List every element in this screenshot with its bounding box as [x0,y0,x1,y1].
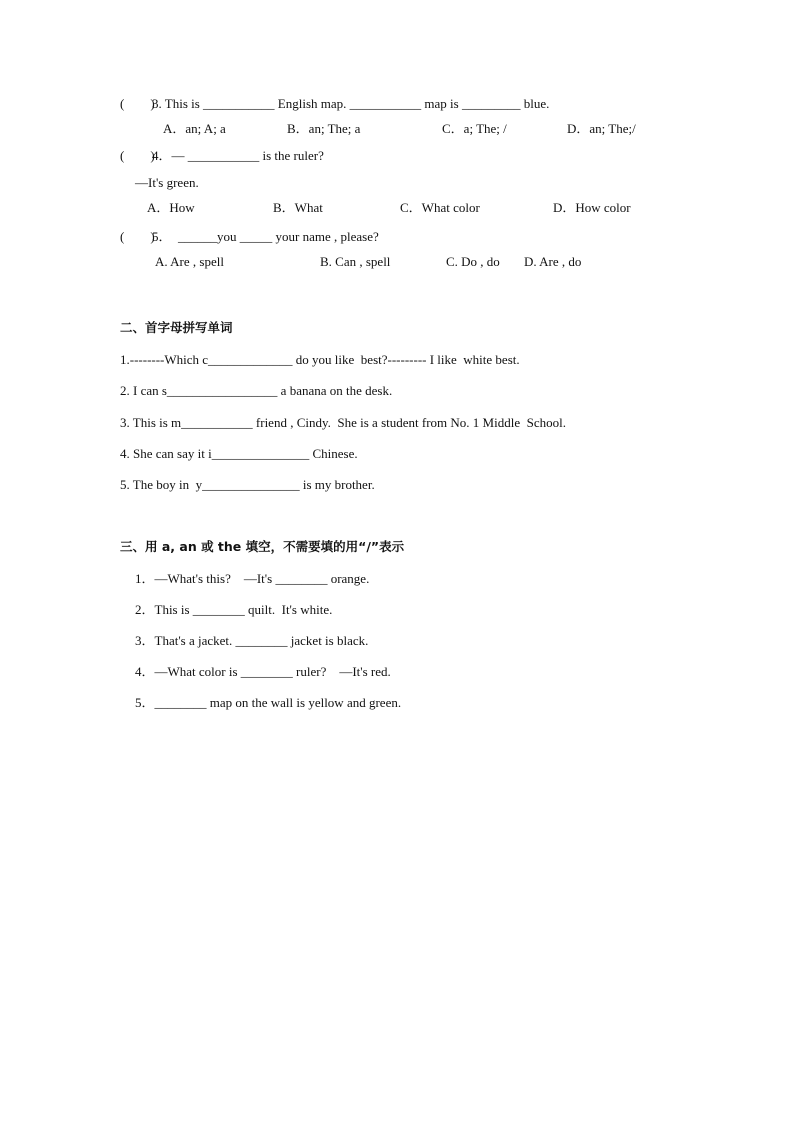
q3-option-b: B．an; The; a [287,121,361,136]
q3-stem: 3. This is ___________ English map. ___________ map is _________ blue. [152,96,550,111]
section3-item-3: 3．That's a jacket. ________ jacket is black. [135,633,369,648]
q5-stem: 5． ______you _____ your name , please? [152,229,379,244]
q4-option-a: A．How [147,200,195,215]
section2-item-2: 2. I can s_________________ a banana on the desk. [120,383,393,398]
section2-item-4: 4. She can say it i_______________ Chinese. [120,446,358,461]
q5-option-b: B. Can , spell [320,254,391,269]
q4-answer-paren[interactable]: ( ) [120,148,155,163]
q3-answer-paren[interactable]: ( ) [120,96,155,111]
section3-item-2: 2．This is ________ quilt. It's white. [135,602,333,617]
section3-item-5: 5．________ map on the wall is yellow and green. [135,695,402,710]
section2-item-5: 5. The boy in y_______________ is my brother. [120,477,375,492]
section3-item-1: 1．—What's this? —It's ________ orange. [135,571,370,586]
section2-heading: 二、首字母拼写单词 [120,320,233,335]
q4-stem: 4．— ___________ is the ruler? [152,148,324,163]
section2-item-1: 1.--------Which c_____________ do you like best?--------- I like white best. [120,352,520,367]
q5-option-c: C. Do , do [446,254,500,269]
q4-option-b: B．What [273,200,323,215]
section3-heading: 三、用 a, an 或 the 填空，不需要填的用“/”表示 [120,539,405,554]
q3-option-c: C．a; The; / [442,121,507,136]
q4-option-c: C．What color [400,200,480,215]
q4-dialog-answer: —It's green. [135,175,199,190]
q5-option-a: A. Are , spell [155,254,224,269]
q4-option-d: D．How color [553,200,631,215]
q5-option-d: D. Are , do [524,254,582,269]
section2-item-3: 3. This is m___________ friend , Cindy. She is a student from No. 1 Middle School. [120,415,566,430]
q3-option-d: D．an; The;/ [567,121,636,136]
section3-item-4: 4．—What color is ________ ruler? —It's red. [135,664,391,679]
q3-option-a: A．an; A; a [163,121,226,136]
q5-answer-paren[interactable]: ( ) [120,229,155,244]
